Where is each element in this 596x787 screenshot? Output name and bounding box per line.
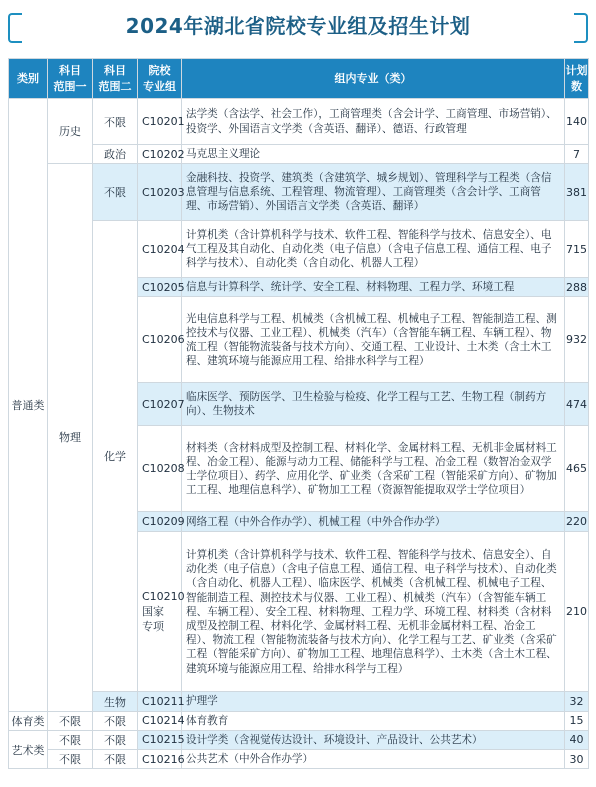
- majors-cell: 马克思主义理论: [182, 145, 565, 164]
- page-title: 2024年湖北省院校专业组及招生计划: [125, 14, 471, 38]
- subject2-cell: 生物: [93, 692, 138, 711]
- majors-cell: 护理学: [182, 692, 565, 711]
- right-bracket-decoration: [574, 13, 588, 43]
- plan-count-cell: 7: [565, 145, 589, 164]
- subject1-cell: 不限: [48, 711, 93, 730]
- group-code-cell: C10210 国家 专项: [138, 532, 182, 692]
- subject2-cell: 化学: [93, 221, 138, 692]
- subject2-cell: 不限: [93, 730, 138, 749]
- plan-count-cell: 140: [565, 99, 589, 145]
- group-code-cell: C10208: [138, 426, 182, 512]
- table-row: [9, 750, 589, 769]
- plan-count-cell: 474: [565, 383, 589, 426]
- group-code-cell: C10215: [138, 730, 182, 749]
- table-row: [9, 692, 589, 711]
- group-code-cell: C10203: [138, 164, 182, 221]
- subject1-cell: 不限: [48, 730, 93, 749]
- group-code-cell: C10211: [138, 692, 182, 711]
- group-code-cell: C10214: [138, 711, 182, 730]
- majors-cell: 公共艺术（中外合作办学）: [182, 750, 565, 769]
- plan-count-cell: 715: [565, 221, 589, 278]
- category-cell: 体育类: [9, 711, 48, 730]
- majors-cell: 信息与计算科学、统计学、安全工程、材料物理、工程力学、环境工程: [182, 278, 565, 297]
- subject1-cell: 历史: [48, 99, 93, 164]
- subject1-cell: 物理: [48, 164, 93, 711]
- group-code-cell: C10202: [138, 145, 182, 164]
- plan-count-cell: 220: [565, 512, 589, 532]
- majors-cell: 法学类（含法学、社会工作），工商管理类（含会计学、工商管理、市场营销）、投资学、外国语言文学类（含英语、翻译）、德语、行政管理: [182, 99, 565, 145]
- majors-cell: 体育教育: [182, 711, 565, 730]
- plan-count-cell: 15: [565, 711, 589, 730]
- majors-cell: 设计学类（含视觉传达设计、环境设计、产品设计、公共艺术）: [182, 730, 565, 749]
- table-row: [9, 164, 589, 221]
- subject2-cell: 不限: [93, 164, 138, 221]
- plan-count-cell: 288: [565, 278, 589, 297]
- header-subject-range-1: 科目 范围一: [48, 59, 93, 99]
- group-code-cell: C10209: [138, 512, 182, 532]
- table-row: [9, 730, 589, 749]
- majors-cell: 计算机类（含计算机科学与技术、软件工程、智能科学与技术、信息安全）、自动化类（电子信息）（含电子信息工程、通信工程、电子科学与技术）、自动化类（含自动化、机器人工程）、临床医学、机械类（含机械工程、机械电子工程、智能制造工程、测控技术与仪器、工业工程）、机械类（汽车）（含智能车辆工程、车辆工程）、安全工程、材料物理、工程力学、环境工程、材料类（含材料成型及控制工程、材料化学、金属材料工程、无机非金属材料工程、冶金工程）、物流工程（智能物流装备与技术方向）、化学工程与工艺、矿业类（含采矿工程（智能采矿方向）、矿物加工工程、地理信息科学）、土木类（含土木工程、建筑环境与能源应用工程、给排水科学与工程）: [182, 532, 565, 692]
- header-majors: 组内专业（类）: [182, 59, 565, 99]
- plan-count-cell: 465: [565, 426, 589, 512]
- table-row: [9, 221, 589, 278]
- header-category: 类别: [9, 59, 48, 99]
- group-code-cell: C10216: [138, 750, 182, 769]
- group-code-cell: C10204: [138, 221, 182, 278]
- table-row: [9, 145, 589, 164]
- plan-count-cell: 32: [565, 692, 589, 711]
- category-cell: 艺术类: [9, 730, 48, 768]
- subject1-cell: 不限: [48, 750, 93, 769]
- subject2-cell: 政治: [93, 145, 138, 164]
- title-banner: [8, 5, 588, 47]
- majors-cell: 网络工程（中外合作办学）、机械工程（中外合作办学）: [182, 512, 565, 532]
- enrollment-plan-table: [8, 58, 589, 769]
- header-group: 院校 专业组: [138, 59, 182, 99]
- plan-count-cell: 40: [565, 730, 589, 749]
- majors-cell: 计算机类（含计算机科学与技术、软件工程、智能科学与技术、信息安全）、电气工程及其自动化、自动化类（电子信息）（含电子信息工程、通信工程、电子科学与技术）、自动化类（含自动化、机器人工程）: [182, 221, 565, 278]
- plan-count-cell: 30: [565, 750, 589, 769]
- majors-cell: 材料类（含材料成型及控制工程、材料化学、金属材料工程、无机非金属材料工程、冶金工程）、能源与动力工程、储能科学与工程、冶金工程（数智冶金双学士学位项目）、药学、应用化学、矿业类（含采矿工程（智能采矿方向）、矿物加工工程、地理信息科学）、矿物加工工程（资源智能提取双学士学位项目）: [182, 426, 565, 512]
- header-subject-range-2: 科目 范围二: [93, 59, 138, 99]
- category-cell: 普通类: [9, 99, 48, 712]
- subject2-cell: 不限: [93, 711, 138, 730]
- table-row: [9, 99, 589, 145]
- majors-cell: 光电信息科学与工程、机械类（含机械工程、机械电子工程、智能制造工程、测控技术与仪器、工业工程）、机械类（汽车）（含智能车辆工程、车辆工程）、物流工程（智能物流装备与技术方向）、交通工程、工业设计、土木类（含土木工程、建筑环境与能源应用工程、给排水科学与工程）: [182, 297, 565, 383]
- plan-count-cell: 381: [565, 164, 589, 221]
- header-plan: 计划 数: [565, 59, 589, 99]
- majors-cell: 金融科技、投资学、建筑类（含建筑学、城乡规划）、管理科学与工程类（含信息管理与信息系统、工程管理、物流管理）、工商管理类（含会计学、工商管理、市场营销）、外国语言文学类（含英语、翻译）: [182, 164, 565, 221]
- majors-cell: 临床医学、预防医学、卫生检验与检疫、化学工程与工艺、生物工程（制药方向）、生物技术: [182, 383, 565, 426]
- group-code-cell: C10206: [138, 297, 182, 383]
- group-code-cell: C10201: [138, 99, 182, 145]
- group-code-cell: C10207: [138, 383, 182, 426]
- plan-count-cell: 210: [565, 532, 589, 692]
- group-code-cell: C10205: [138, 278, 182, 297]
- table-row: [9, 711, 589, 730]
- plan-count-cell: 932: [565, 297, 589, 383]
- subject2-cell: 不限: [93, 99, 138, 145]
- subject2-cell: 不限: [93, 750, 138, 769]
